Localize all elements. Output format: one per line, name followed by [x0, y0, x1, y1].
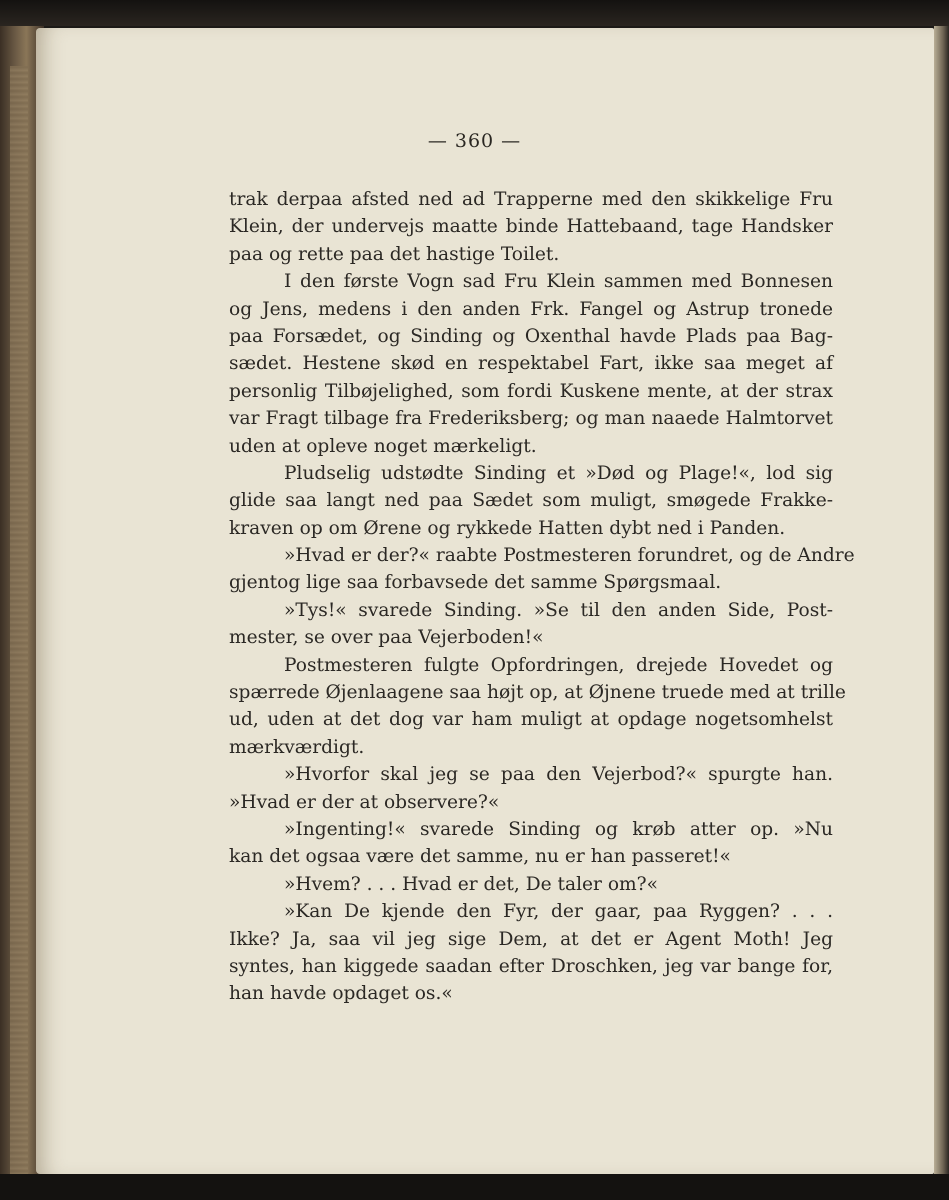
text-line: Postmesteren fulgte Opfordringen, drejede Hovedet og: [284, 654, 833, 676]
paragraph: [229, 761, 833, 816]
text-line: kan det ogsaa være det samme, nu er han passeret!«: [229, 846, 731, 868]
text-line: »Ingenting!« svarede Sinding og krøb atter op. »Nu: [284, 818, 833, 840]
paragraph: [229, 816, 833, 871]
text-line: »Hvad er der?« raabte Postmesteren forundret, og de Andre: [284, 545, 855, 567]
text-line: Pludselig udstødte Sinding et »Død og Plage!«, lod sig: [284, 462, 833, 484]
text-line: »Kan De kjende den Fyr, der gaar, paa Ryggen? . . .: [284, 901, 833, 923]
text-line: kraven op om Ørene og rykkede Hatten dybt ned i Panden.: [229, 517, 786, 539]
text-line: »Tys!« svarede Sinding. »Se til den anden Side, Post-: [284, 599, 833, 621]
paragraph: [229, 542, 855, 597]
text-line: Klein, der undervejs maatte binde Hattebaand, tage Handsker: [229, 216, 833, 238]
text-line: glide saa langt ned paa Sædet som muligt, smøgede Frakke-: [229, 490, 833, 512]
text-line: Ikke? Ja, saa vil jeg sige Dem, at det er Agent Moth! Jeg: [229, 928, 833, 950]
text-line: han havde opdaget os.«: [229, 983, 453, 1005]
paragraph: [229, 460, 833, 542]
paragraph: [229, 268, 833, 460]
paragraph: [229, 898, 833, 1008]
text-line: paa Forsædet, og Sinding og Oxenthal havde Plads paa Bag-: [229, 325, 833, 347]
text-line: I den første Vogn sad Fru Klein sammen med Bonnesen: [284, 271, 833, 293]
text-line: syntes, han kiggede saadan efter Droschken, jeg var bange for,: [229, 955, 833, 977]
text-line: uden at opleve noget mærkeligt.: [229, 435, 537, 457]
paragraph: [229, 597, 833, 652]
text-line: »Hvem? . . . Hvad er det, De taler om?«: [284, 873, 658, 895]
paragraph: [229, 871, 833, 898]
text-line: paa og rette paa det hastige Toilet.: [229, 243, 560, 265]
text-line: gjentog lige saa forbavsede det samme Spørgsmaal.: [229, 572, 722, 594]
book-right-edge: [934, 26, 949, 1176]
paragraph: [229, 652, 846, 762]
book-top-edge: [0, 0, 949, 26]
text-line: og Jens, medens i den anden Frk. Fangel og Astrup tronede: [229, 298, 833, 320]
text-line: sædet. Hestene skød en respektabel Fart, ikke saa meget af: [229, 353, 833, 375]
body-text: [229, 186, 855, 1008]
text-line: »Hvorfor skal jeg se paa den Vejerbod?« spurgte han.: [284, 764, 833, 786]
text-line: trak derpaa afsted ned ad Trapperne med den skikkelige Fru: [229, 189, 833, 210]
text-line: spærrede Øjenlaagene saa højt op, at Øjnene truede med at trille: [229, 682, 846, 704]
book-bottom-edge: [0, 1174, 949, 1200]
text-line: personlig Tilbøjelighed, som fordi Kuskene mente, at der strax: [229, 380, 833, 402]
page-stack-edge: [10, 66, 28, 1186]
paragraph: [229, 186, 833, 268]
text-line: »Hvad er der at observere?«: [229, 791, 500, 813]
text-line: ud, uden at det dog var ham muligt at opdage nogetsomhelst: [229, 709, 833, 731]
text-line: var Fragt tilbage fra Frederiksberg; og man naaede Halmtorvet: [229, 408, 833, 430]
page-number: — 360 —: [427, 130, 522, 152]
text-line: mester, se over paa Vejerboden!«: [229, 627, 544, 649]
text-line: mærkværdigt.: [229, 736, 365, 758]
